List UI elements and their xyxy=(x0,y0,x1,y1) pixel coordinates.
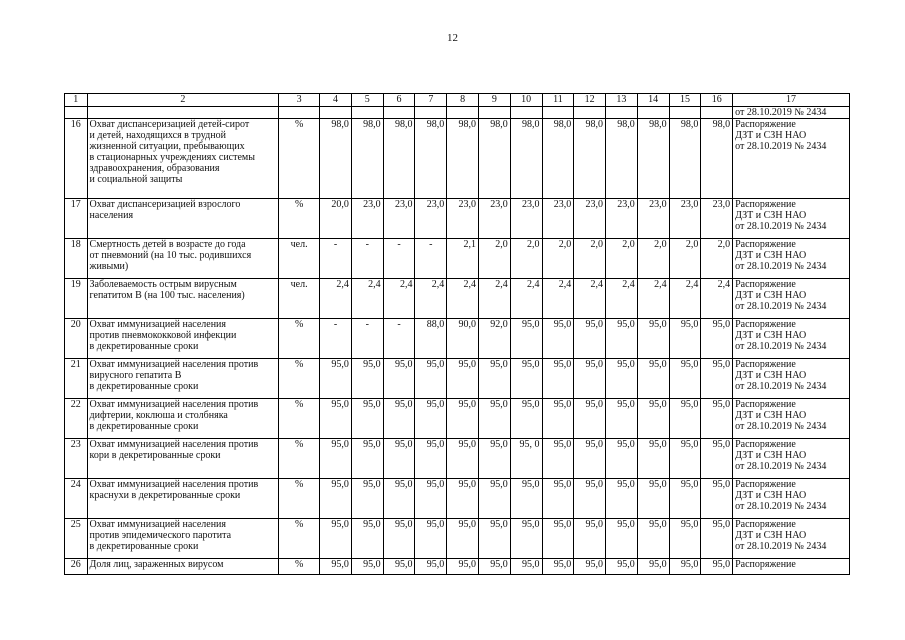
value-cell: 98,0 xyxy=(606,119,638,199)
value-cell: 95,0 xyxy=(320,439,352,479)
indicator-name-line: и социальной защиты xyxy=(89,174,183,185)
value-cell: 23,0 xyxy=(415,199,447,239)
value-cell: 98,0 xyxy=(574,119,606,199)
column-number-cell: 16 xyxy=(701,94,733,107)
value-cell: 95,0 xyxy=(383,359,415,399)
column-number-cell: 12 xyxy=(574,94,606,107)
indicator-name-line: Смертность детей в возрасте до года xyxy=(89,239,246,250)
value-cell: 98,0 xyxy=(669,119,701,199)
value-cell: 95,0 xyxy=(510,399,542,439)
value-cell: 2,0 xyxy=(510,239,542,279)
document-reference-cell xyxy=(733,119,850,199)
document-reference-cell xyxy=(733,107,850,119)
column-number-cell: 1 xyxy=(65,94,88,107)
value-cell: 95,0 xyxy=(606,359,638,399)
value-cell: 95,0 xyxy=(574,479,606,519)
document-reference-line: ДЗТ и СЗН НАО xyxy=(735,210,807,221)
value-cell: 95,0 xyxy=(542,559,574,575)
value-cell: 95,0 xyxy=(606,479,638,519)
value-cell: 2,0 xyxy=(542,239,574,279)
value-cell: 95,0 xyxy=(637,319,669,359)
indicator-name-line: Охват иммунизацией населения xyxy=(89,519,227,530)
value-cell: - xyxy=(351,239,383,279)
indicator-name-cell xyxy=(87,279,279,319)
row-number-cell: 26 xyxy=(65,559,88,575)
value-cell: 95,0 xyxy=(478,519,510,559)
value-cell: 95,0 xyxy=(415,359,447,399)
value-cell: 95,0 xyxy=(637,399,669,439)
value-cell: 2,4 xyxy=(447,279,479,319)
column-number-cell: 7 xyxy=(415,94,447,107)
value-cell: 2,0 xyxy=(574,239,606,279)
value-cell: 95,0 xyxy=(351,439,383,479)
document-reference-cell xyxy=(733,199,850,239)
value-cell: 95,0 xyxy=(669,359,701,399)
value-cell: 95,0 xyxy=(574,519,606,559)
document-reference-cell xyxy=(733,279,850,319)
column-number-cell: 14 xyxy=(637,94,669,107)
value-cell: 95,0 xyxy=(383,439,415,479)
value-cell: 95,0 xyxy=(669,519,701,559)
value-cell: 98,0 xyxy=(701,119,733,199)
value-cell: 95,0 xyxy=(351,479,383,519)
document-reference-line: от 28.10.2019 № 2434 xyxy=(735,261,827,272)
document-reference-line: от 28.10.2019 № 2434 xyxy=(735,421,827,432)
table-row xyxy=(65,279,850,319)
value-cell: 95,0 xyxy=(320,359,352,399)
value-cell: 95,0 xyxy=(637,479,669,519)
indicator-name-line: краснухи в декретированные сроки xyxy=(89,490,241,501)
document-reference-cell xyxy=(733,239,850,279)
value-cell: 95,0 xyxy=(542,439,574,479)
indicator-name-line: Охват иммунизацией населения против xyxy=(89,399,259,410)
document-reference-line: от 28.10.2019 № 2434 xyxy=(735,341,827,352)
indicator-name-line: жизненной ситуации, пребывающих xyxy=(89,141,245,152)
value-cell: 95,0 xyxy=(606,519,638,559)
page-number: 12 xyxy=(447,32,458,44)
value-cell: 98,0 xyxy=(351,119,383,199)
value-cell: 95,0 xyxy=(447,359,479,399)
value-cell: 95,0 xyxy=(574,439,606,479)
column-number-cell: 17 xyxy=(733,94,850,107)
empty-cell xyxy=(478,107,510,119)
value-cell: 23,0 xyxy=(574,199,606,239)
unit-cell: % xyxy=(279,559,320,575)
value-cell: 95,0 xyxy=(383,559,415,575)
table-row xyxy=(65,119,850,199)
value-cell: 98,0 xyxy=(637,119,669,199)
indicator-name-line: и детей, находящихся в трудной xyxy=(89,130,226,141)
column-number-cell: 13 xyxy=(606,94,638,107)
value-cell: 95,0 xyxy=(542,519,574,559)
value-cell: 95,0 xyxy=(383,399,415,439)
indicator-name-line: в декретированные сроки xyxy=(89,341,199,352)
empty-cell xyxy=(510,107,542,119)
value-cell: 95,0 xyxy=(320,559,352,575)
value-cell: 95,0 xyxy=(701,559,733,575)
document-reference-line: Распоряжение xyxy=(735,119,796,130)
unit-cell: % xyxy=(279,519,320,559)
column-number-cell: 2 xyxy=(87,94,279,107)
document-reference-cell xyxy=(733,439,850,479)
indicator-name-cell xyxy=(87,479,279,519)
value-cell: 2,1 xyxy=(447,239,479,279)
indicator-name-line: Заболеваемость острым вирусным xyxy=(89,279,237,290)
value-cell: - xyxy=(415,239,447,279)
value-cell: 2,0 xyxy=(637,239,669,279)
value-cell: 23,0 xyxy=(478,199,510,239)
value-cell: 2,0 xyxy=(669,239,701,279)
indicator-name-line: дифтерии, коклюша и столбняка xyxy=(89,410,228,421)
indicator-name-line: живыми) xyxy=(89,261,129,272)
value-cell: 95,0 xyxy=(606,559,638,575)
indicator-name-cell xyxy=(87,399,279,439)
indicator-name-line: Охват иммунизацией населения против xyxy=(89,359,259,370)
value-cell: 2,4 xyxy=(415,279,447,319)
empty-cell xyxy=(87,107,279,119)
value-cell: 2,4 xyxy=(701,279,733,319)
document-reference-line: ДЗТ и СЗН НАО xyxy=(735,410,807,421)
column-number-cell: 11 xyxy=(542,94,574,107)
value-cell: 98,0 xyxy=(383,119,415,199)
empty-cell xyxy=(383,107,415,119)
indicator-name-line: в декретированные сроки xyxy=(89,421,199,432)
document-reference-line: от 28.10.2019 № 2434 xyxy=(735,501,827,512)
row-number-cell: 19 xyxy=(65,279,88,319)
table-row xyxy=(65,519,850,559)
indicator-name-cell xyxy=(87,359,279,399)
value-cell: - xyxy=(320,239,352,279)
value-cell: 95,0 xyxy=(701,399,733,439)
value-cell: 95,0 xyxy=(447,559,479,575)
indicator-name-line: против эпидемического паротита xyxy=(89,530,232,541)
value-cell: 95,0 xyxy=(542,479,574,519)
indicator-name-line: в декретированные сроки xyxy=(89,541,199,552)
value-cell: 2,4 xyxy=(669,279,701,319)
document-reference-line: ДЗТ и СЗН НАО xyxy=(735,290,807,301)
document-reference-line: ДЗТ и СЗН НАО xyxy=(735,130,807,141)
value-cell: 95,0 xyxy=(606,439,638,479)
row-number-cell: 25 xyxy=(65,519,88,559)
value-cell: - xyxy=(351,319,383,359)
value-cell: 98,0 xyxy=(447,119,479,199)
value-cell: 98,0 xyxy=(320,119,352,199)
table-row xyxy=(65,359,850,399)
value-cell: 2,4 xyxy=(351,279,383,319)
unit-cell: % xyxy=(279,119,320,199)
value-cell: 2,4 xyxy=(637,279,669,319)
indicator-name-cell xyxy=(87,519,279,559)
value-cell: 95,0 xyxy=(574,399,606,439)
document-reference-line: ДЗТ и СЗН НАО xyxy=(735,450,807,461)
value-cell: 98,0 xyxy=(542,119,574,199)
indicator-name-line: против пневмококковой инфекции xyxy=(89,330,237,341)
value-cell: 95,0 xyxy=(320,519,352,559)
value-cell: 2,4 xyxy=(383,279,415,319)
indicator-name-line: Охват диспансеризацией взрослого xyxy=(89,199,241,210)
value-cell: 95,0 xyxy=(606,319,638,359)
value-cell: 95,0 xyxy=(637,439,669,479)
document-reference-line: ДЗТ и СЗН НАО xyxy=(735,250,807,261)
unit-cell: чел. xyxy=(279,279,320,319)
indicator-name-line: Охват диспансеризацией детей-сирот xyxy=(89,119,250,130)
value-cell: 23,0 xyxy=(606,199,638,239)
indicator-name-line: кори в декретированные сроки xyxy=(89,450,221,461)
value-cell: 92,0 xyxy=(478,319,510,359)
value-cell: 2,4 xyxy=(320,279,352,319)
column-number-cell: 8 xyxy=(447,94,479,107)
document-reference-line: Распоряжение xyxy=(735,399,796,410)
document-reference-line: ДЗТ и СЗН НАО xyxy=(735,530,807,541)
value-cell: 2,4 xyxy=(478,279,510,319)
value-cell: 95,0 xyxy=(637,519,669,559)
value-cell: 23,0 xyxy=(351,199,383,239)
value-cell: 95,0 xyxy=(351,399,383,439)
row-number-cell: 21 xyxy=(65,359,88,399)
value-cell: 95,0 xyxy=(415,399,447,439)
document-reference-line: Распоряжение xyxy=(735,439,796,450)
document-reference-line: Распоряжение xyxy=(735,359,796,370)
value-cell: 2,0 xyxy=(478,239,510,279)
value-cell: - xyxy=(383,239,415,279)
value-cell: 95,0 xyxy=(320,479,352,519)
row-number-cell: 24 xyxy=(65,479,88,519)
value-cell: 2,0 xyxy=(701,239,733,279)
indicator-name-cell xyxy=(87,319,279,359)
unit-cell: % xyxy=(279,439,320,479)
indicator-name-line: гепатитом В (на 100 тыс. населения) xyxy=(89,290,245,301)
value-cell: 95,0 xyxy=(701,479,733,519)
indicator-name-cell xyxy=(87,439,279,479)
document-reference-line: Распоряжение xyxy=(735,319,796,330)
row-number-cell: 20 xyxy=(65,319,88,359)
unit-cell: % xyxy=(279,319,320,359)
indicator-name-cell xyxy=(87,119,279,199)
value-cell: 95,0 xyxy=(478,399,510,439)
value-cell: 95,0 xyxy=(510,479,542,519)
indicator-name-line: здравоохранения, образования xyxy=(89,163,220,174)
value-cell: 95,0 xyxy=(701,439,733,479)
value-cell: 2,4 xyxy=(542,279,574,319)
table-row xyxy=(65,439,850,479)
document-reference-line: от 28.10.2019 № 2434 xyxy=(735,381,827,392)
value-cell: 95,0 xyxy=(542,359,574,399)
value-cell: 23,0 xyxy=(383,199,415,239)
indicator-name-cell xyxy=(87,239,279,279)
value-cell: 95,0 xyxy=(510,319,542,359)
document-reference-line: ДЗТ и СЗН НАО xyxy=(735,490,807,501)
value-cell: 88,0 xyxy=(415,319,447,359)
document-reference-line: Распоряжение xyxy=(735,479,796,490)
unit-cell: % xyxy=(279,479,320,519)
empty-cell xyxy=(351,107,383,119)
column-number-cell: 4 xyxy=(320,94,352,107)
value-cell: 95,0 xyxy=(669,319,701,359)
table-row xyxy=(65,399,850,439)
document-reference-line: от 28.10.2019 № 2434 xyxy=(735,541,827,552)
value-cell: 95,0 xyxy=(637,359,669,399)
column-number-cell: 5 xyxy=(351,94,383,107)
value-cell: 95,0 xyxy=(383,519,415,559)
value-cell: 95,0 xyxy=(478,479,510,519)
value-cell: 95,0 xyxy=(415,439,447,479)
document-reference-cell xyxy=(733,359,850,399)
empty-cell xyxy=(447,107,479,119)
column-number-cell: 3 xyxy=(279,94,320,107)
document-reference-line: от 28.10.2019 № 2434 xyxy=(735,301,827,312)
unit-cell: % xyxy=(279,399,320,439)
indicator-name-line: Охват иммунизацией населения xyxy=(89,319,227,330)
value-cell: 95,0 xyxy=(415,479,447,519)
value-cell: 90,0 xyxy=(447,319,479,359)
value-cell: 23,0 xyxy=(447,199,479,239)
value-cell: 95,0 xyxy=(478,359,510,399)
indicator-name-line: населения xyxy=(89,210,134,221)
value-cell: 95,0 xyxy=(637,559,669,575)
value-cell: 2,4 xyxy=(510,279,542,319)
empty-cell xyxy=(320,107,352,119)
value-cell: 95,0 xyxy=(320,399,352,439)
value-cell: 95,0 xyxy=(478,439,510,479)
value-cell: 95,0 xyxy=(606,399,638,439)
document-reference-line: Распоряжение xyxy=(735,559,796,570)
document-reference-line: Распоряжение xyxy=(735,279,796,290)
indicators-table xyxy=(64,93,850,575)
value-cell: 95,0 xyxy=(447,439,479,479)
column-number-cell: 6 xyxy=(383,94,415,107)
empty-cell xyxy=(415,107,447,119)
value-cell: 98,0 xyxy=(478,119,510,199)
value-cell: 95,0 xyxy=(447,399,479,439)
value-cell: 95,0 xyxy=(510,359,542,399)
unit-cell: % xyxy=(279,359,320,399)
value-cell: 98,0 xyxy=(510,119,542,199)
value-cell: 95,0 xyxy=(351,359,383,399)
value-cell: 20,0 xyxy=(320,199,352,239)
row-number-cell: 16 xyxy=(65,119,88,199)
empty-cell xyxy=(65,107,88,119)
value-cell: 95,0 xyxy=(447,519,479,559)
value-cell: 95,0 xyxy=(415,519,447,559)
value-cell: 23,0 xyxy=(669,199,701,239)
value-cell: 23,0 xyxy=(510,199,542,239)
document-reference-line: от 28.10.2019 № 2434 xyxy=(735,461,827,472)
value-cell: 2,0 xyxy=(606,239,638,279)
table-row xyxy=(65,199,850,239)
document-reference-line: ДЗТ и СЗН НАО xyxy=(735,370,807,381)
header-row xyxy=(65,94,850,107)
value-cell: 95,0 xyxy=(351,559,383,575)
document-reference-line: ДЗТ и СЗН НАО xyxy=(735,330,807,341)
value-cell: 95,0 xyxy=(574,359,606,399)
indicator-name-line: в декретированные сроки xyxy=(89,381,199,392)
document-reference-cell xyxy=(733,399,850,439)
indicator-name-line: Охват иммунизацией населения против xyxy=(89,479,259,490)
value-cell: 95,0 xyxy=(510,559,542,575)
column-number-cell: 10 xyxy=(510,94,542,107)
value-cell: 95,0 xyxy=(669,439,701,479)
value-cell: - xyxy=(383,319,415,359)
value-cell: 95,0 xyxy=(383,479,415,519)
value-cell: 95,0 xyxy=(415,559,447,575)
empty-cell xyxy=(542,107,574,119)
document-reference-cell xyxy=(733,319,850,359)
value-cell: - xyxy=(320,319,352,359)
value-cell: 2,4 xyxy=(606,279,638,319)
indicator-name-line: Охват иммунизацией населения против xyxy=(89,439,259,450)
row-number-cell: 18 xyxy=(65,239,88,279)
value-cell: 95,0 xyxy=(669,559,701,575)
unit-cell: % xyxy=(279,199,320,239)
value-cell: 95,0 xyxy=(574,319,606,359)
value-cell: 98,0 xyxy=(415,119,447,199)
indicator-name-line: Доля лиц, зараженных вирусом xyxy=(89,559,224,570)
document-reference-line: от 28.10.2019 № 2434 xyxy=(735,141,827,152)
value-cell: 23,0 xyxy=(542,199,574,239)
document-reference-cell xyxy=(733,519,850,559)
value-cell: 95,0 xyxy=(351,519,383,559)
document-reference-line: от 28.10.2019 № 2434 xyxy=(735,107,827,118)
value-cell: 95,0 xyxy=(669,479,701,519)
value-cell: 95,0 xyxy=(669,399,701,439)
empty-cell xyxy=(606,107,638,119)
value-cell: 95,0 xyxy=(701,519,733,559)
unit-cell: чел. xyxy=(279,239,320,279)
value-cell: 95,0 xyxy=(542,399,574,439)
value-cell: 95, 0 xyxy=(510,439,542,479)
indicator-name-line: вирусного гепатита В xyxy=(89,370,182,381)
empty-cell xyxy=(669,107,701,119)
value-cell: 95,0 xyxy=(701,319,733,359)
column-number-cell: 9 xyxy=(478,94,510,107)
value-cell: 95,0 xyxy=(510,519,542,559)
indicator-name-line: от пневмоний (на 10 тыс. родившихся xyxy=(89,250,252,261)
indicator-name-cell xyxy=(87,199,279,239)
document-reference-cell xyxy=(733,559,850,575)
empty-cell xyxy=(574,107,606,119)
empty-cell xyxy=(637,107,669,119)
row-number-cell: 22 xyxy=(65,399,88,439)
document-reference-line: Распоряжение xyxy=(735,519,796,530)
table-row xyxy=(65,239,850,279)
indicator-name-line: в стационарных учреждениях системы xyxy=(89,152,255,163)
value-cell: 23,0 xyxy=(637,199,669,239)
document-reference-cell xyxy=(733,479,850,519)
value-cell: 95,0 xyxy=(447,479,479,519)
document-reference-line: от 28.10.2019 № 2434 xyxy=(735,221,827,232)
value-cell: 95,0 xyxy=(701,359,733,399)
table-row xyxy=(65,319,850,359)
column-number-cell: 15 xyxy=(669,94,701,107)
table-row xyxy=(65,479,850,519)
table-row xyxy=(65,559,850,575)
value-cell: 95,0 xyxy=(478,559,510,575)
empty-cell xyxy=(279,107,320,119)
value-cell: 95,0 xyxy=(542,319,574,359)
value-cell: 2,4 xyxy=(574,279,606,319)
value-cell: 95,0 xyxy=(574,559,606,575)
document-reference-line: Распоряжение xyxy=(735,239,796,250)
empty-cell xyxy=(701,107,733,119)
continuation-row xyxy=(65,107,850,119)
row-number-cell: 17 xyxy=(65,199,88,239)
indicator-name-cell xyxy=(87,559,279,575)
document-reference-line: Распоряжение xyxy=(735,199,796,210)
value-cell: 23,0 xyxy=(701,199,733,239)
row-number-cell: 23 xyxy=(65,439,88,479)
